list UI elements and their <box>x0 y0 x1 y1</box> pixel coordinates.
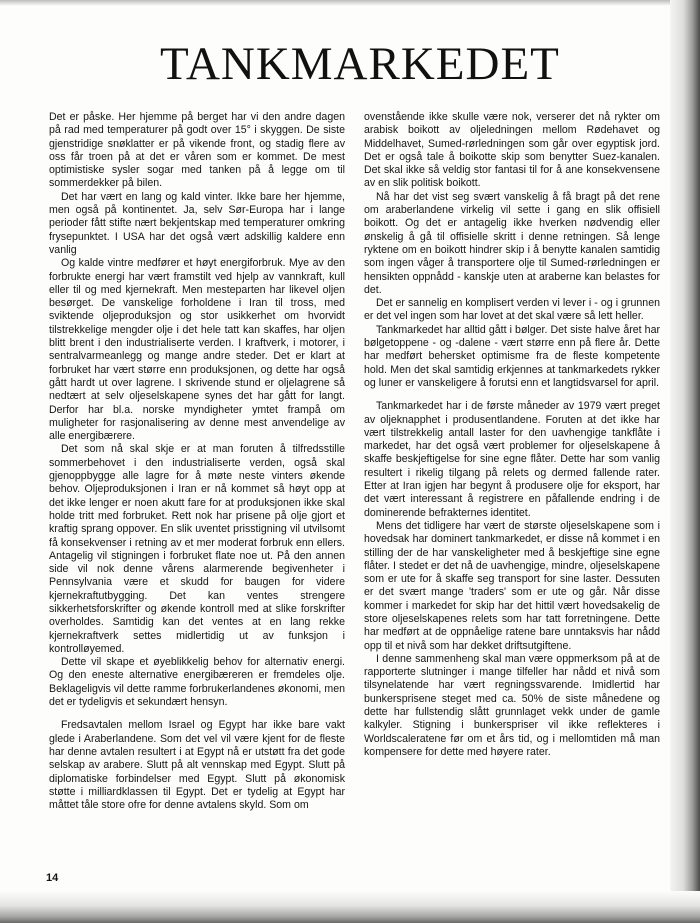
paragraph: Det som nå skal skje er at man foruten å tilfredsstille sommerbehovet i den industrialiserte verden, også skal gjenoppbygge alle lagre for å møte neste vinters økende behov. Oljeproduksjonen i Iran er nå kommet så høyt opp at det ikke lenger er noen akutt fare for at produksjonen ikke skal holde tritt med forbruket. Rett nok har prisene på olje gjort et kraftig sprang oppover. En slik uventet prisstigning vil utvilsomt få konsekvenser i retning av et mer moderat forbruk enn ellers. Antagelig vil stigningen i forbruket flate noe ut. På den annen side vil nok denne vårens alarmerende begivenheter i Pennsylvania være et skudd for baugen for videre kjernekraftutbygging. Det kan ventes strengere sikkerhetsforskrifter og økende kontroll med at slike forskrifter overholdes. Samtidig kan det ventes at en lang rekke kjernekraftverk settes midlertidig ut av funksjon i kontrolløyemed. <box>49 443 345 655</box>
paragraph: I denne sammenheng skal man være oppmerksom på at de rapporterte slutninger i mange tilfeller har nådd et nivå som tilsynelatende har vært regningssvarende. Imidlertid har bunkersprisene steget med ca. 50% de siste månedene og dette har fullstendig slått grunnlaget vekk under de gamle kalkyler. Stigning i bunkerspriser vil ikke reflekteres i Worldscaleratene før om et års tid, og i mellomtiden må man kompensere for dette med høyere rater. <box>364 652 660 758</box>
right-text-column <box>364 111 660 861</box>
page-right-edge-shadow <box>670 0 700 923</box>
paragraph: Nå har det vist seg svært vanskelig å få bragt på det rene om araberlandene virkelig vil sette i gang en slik offisiell boikott. Og det er antagelig ikke hverken nødvendig eller ønskelig å gå til offisielle skritt i denne retningen. Så lenge ryktene om en boikott hindrer skip i å benytte kanalen samtidig som ingen våger å transportere olje til Sumed-rørledningen er hensikten oppnådd - kanskje uten at araberne kan belastes for det. <box>364 190 660 296</box>
paragraph: Fredsavtalen mellom Israel og Egypt har ikke bare vakt glede i Araberlandene. Som det vel vil være kjent for de fleste har denne avtalen resultert i at Egypt nå er utstøtt fra det gode selskap av arabere. Slutt på alt vennskap med Egypt. Slutt på diplomatiske forbindelser med Egypt. Slutt på økonomisk støtte i milliardklassen til Egypt. Det er tydelig at Egypt har måttet tåle store ofre for denne avtalens skyld. Som om <box>49 719 345 812</box>
paragraph: Det er sannelig en komplisert verden vi lever i - og i grunnen er det vel ingen som har lovet at det skal være så lett heller. <box>364 297 660 323</box>
paragraph: Dette vil skape et øyeblikkelig behov for alternativ energi. Og den eneste alternative energibæreren er fremdeles olje. Beklageligvis vil dette ramme forbrukerlandenes økonomi, men det er tydeligvis et sekundært hensyn. <box>49 656 345 709</box>
paragraph: Det har vært en lang og kald vinter. Ikke bare her hjemme, men også på kontinentet. Ja, selv Sør-Europa har i lange perioder fått stifte nært bekjentskap med temperaturer omkring frysepunktet. I USA har det også vært adskillig kaldere enn vanlig <box>49 190 345 256</box>
page-number: 14 <box>46 872 59 884</box>
page-top-shadow <box>0 0 700 6</box>
paragraph: Det er påske. Her hjemme på berget har vi den andre dagen på rad med temperaturer på godt over 15° i skyggen. De siste gjenstridige snøklatter er på vikende front, og stadig flere av oss får troen på at det er våren som er kommet. De mest optimistiske sysler sogar med tanken på å legge om til sommerdekker på bilen. <box>49 111 345 190</box>
article-title: TANKMARKEDET <box>160 38 560 90</box>
paragraph: Og kalde vintre medfører et høyt energiforbruk. Mye av den forbrukte energi har vært framstilt ved hjelp av vannkraft, kull eller til og med kjernekraft. Men mesteparten har likevel oljen besørget. De vanskelige forholdene i Iran til tross, med sviktende oljeproduksjon og stor usikkerhet om hvorvidt tilstrekkelige mengder olje i det hele tatt kan skaffes, har oljen blitt brent i den industrialiserte verden. I kraftverk, i motorer, i sentralvarmeanlegg og mange andre steder. Det er klart at forbruket har vært større enn produksjonen, og dette har også gått hardt ut over lagrene. I skrivende stund er oljelagrene så nedtært at selv oljeselskapene synes det har gått for langt. Derfor har bl.a. norske myndigheter ymtet frampå om muligheter for rasjonalisering av denne mest anvendelige av alle energibærere. <box>49 257 345 443</box>
page-bottom-edge-shadow <box>0 891 700 923</box>
paragraph: Tankmarkedet har i de første måneder av 1979 vært preget av oljeknapphet i produsentlandene. Foruten at det ikke har vært tilstrekkelig antall laster for den uavhengige tankflåte i markedet, har det også vært problemer for oljeselskapene å skaffe beskjeftigelse for sine egne flåter. Dette har som vanlig resultert i rikelig tilgang på relets og dermed fallende rater. Etter at Iran igjen har begynt å produsere olje for eksport, har det vært interessant å registrere en påfallende endring i de dominerende befrakternes identitet. <box>364 400 660 519</box>
paragraph: Tankmarkedet har alltid gått i bølger. Det siste halve året har bølgetoppene - og -dalene - vært større enn på flere år. Dette har medført behersket optimisme fra de fleste kompetente hold. Men det skal samtidig erkjennes at tankmarkedets rykker og luner er vanskeligere å forutsi enn et langtidsvarsel for april. <box>364 323 660 389</box>
left-text-column <box>49 111 345 851</box>
paragraph: Mens det tidligere har vært de største oljeselskapene som i hovedsak har dominert tankmarkedet, er disse nå kommet i en stilling der de har vanskeligheter med å beskjeftige sine egne flåter. I stedet er det nå de uavhengige, mindre, oljeselskapene som er ute for å skaffe seg transport for sine laster. Dessuten er det svært mange 'traders' som er ute og går. Når disse kommer i markedet for skip har det hittil vært hovedsakelig de store oljeselskapenes relets som har tatt forretningene. Dette har medført at de oppnåelige ratene bare unntaksvis har nådd opp til et nivå som har dekket driftsutgiftene. <box>364 519 660 652</box>
paragraph: ovenstående ikke skulle være nok, verserer det nå rykter om arabisk boikott av oljeledningen mellom Rødehavet og Middelhavet, Sumed-rørledningen som går over egyptisk jord. Det er også tale å boikotte skip som benytter Suez-kanalen. Det skal ikke så veldig stor fantasi til for å ane konsekvensene av en slik politisk boikott. <box>364 111 660 190</box>
